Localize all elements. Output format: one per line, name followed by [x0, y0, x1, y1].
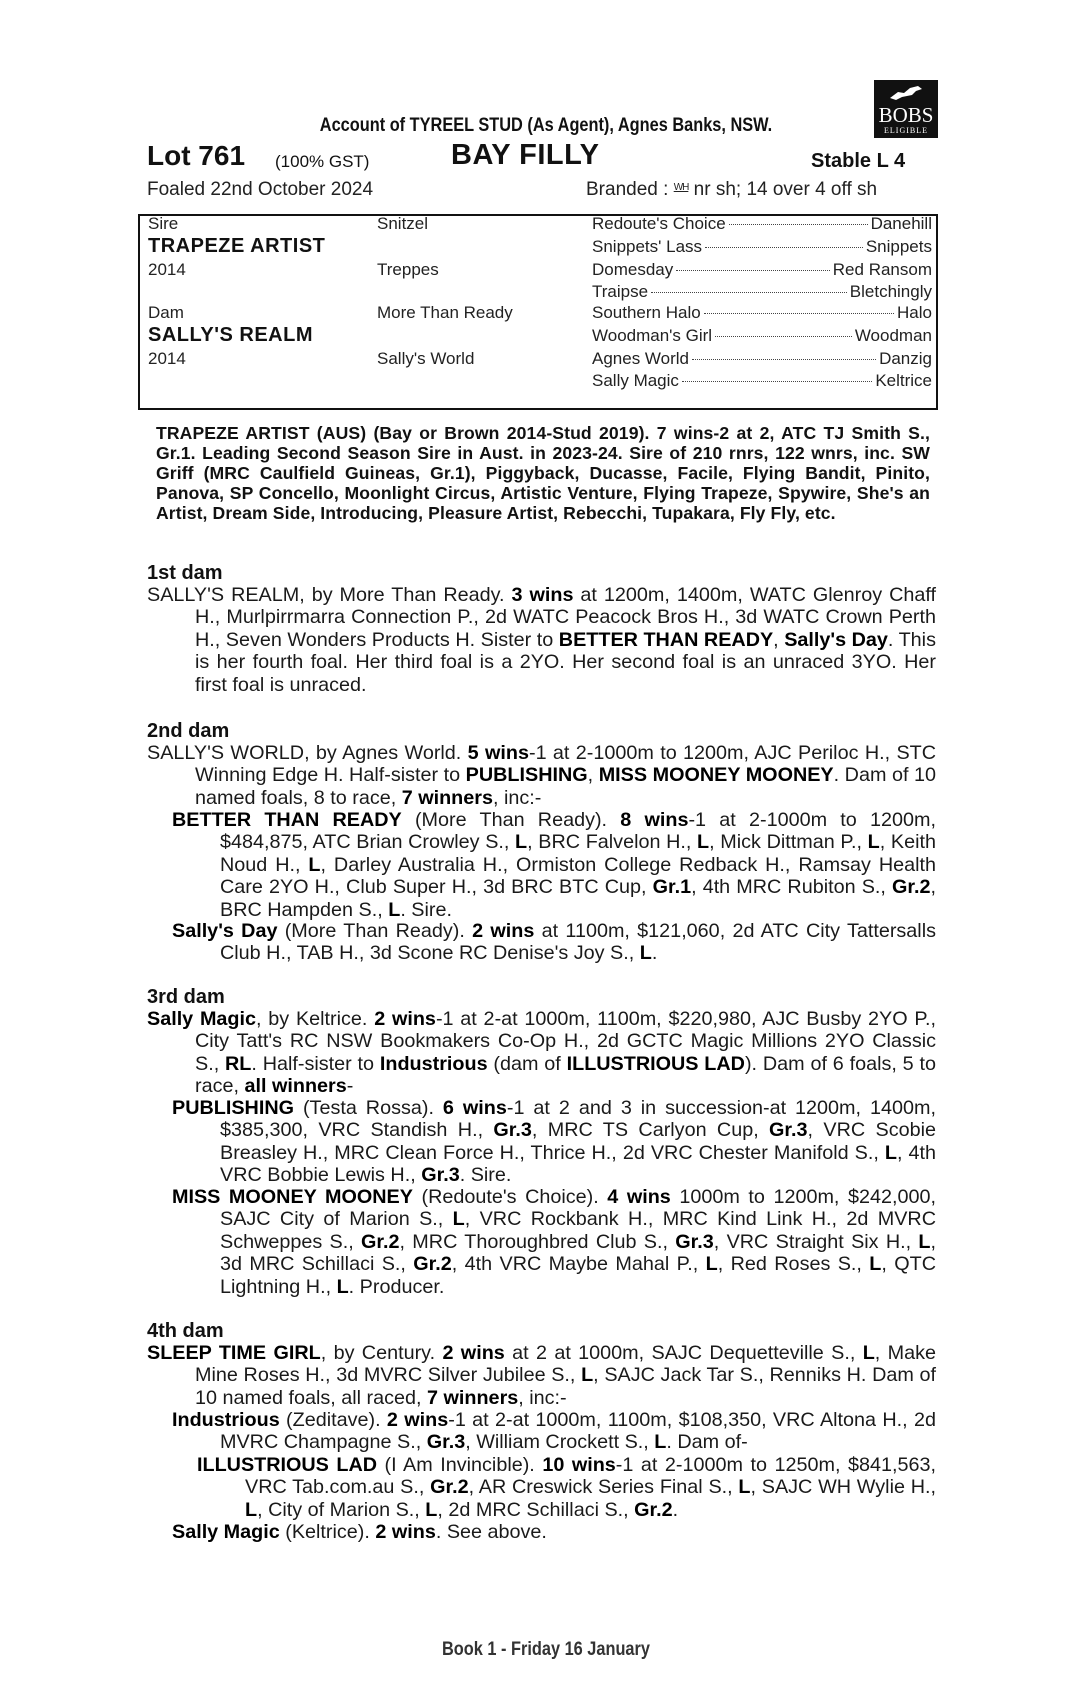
sire-sire: Snitzel: [377, 214, 429, 233]
sire-name: TRAPEZE ARTIST: [148, 235, 326, 257]
pedigree-g3-row: Traipse Bletchingly: [592, 282, 932, 301]
brand-mark: WH: [673, 182, 689, 193]
branded-detail: nr sh; 14 over 4 off sh: [693, 179, 878, 200]
progeny-entry: BETTER THAN READY (More Than Ready). 8 wins-1 at 2-1000m to 1200m, $484,875, ATC Brian Crowley S., L, BRC Falvelon H., L, Mick Dittman P., L, Keith Noud H., L, Darley Australia H., Ormiston College Redback H., Ramsay Health Care 2YO H., Club Super H., 3d BRC BTC Cup, Gr.1, 4th MRC Rubiton S., Gr.2, BRC Hampden S., L. Sire.: [172, 809, 936, 921]
dam-dam: Sally's World: [377, 349, 475, 368]
pedigree-g3-row: Domesday Red Ransom: [592, 260, 932, 279]
fourth-dam-heading: 4th dam: [147, 1320, 224, 1342]
lot-number: Lot 761: [147, 140, 246, 171]
first-dam-paragraph: SALLY'S REALM, by More Than Ready. 3 wins at 1200m, 1400m, WATC Glenroy Chaff H., Murlpirrmarra Connection P., 2d WATC Peacock Bros H., 3d WATC Crown Perth H., Seven Wonders Products H. Sister to BETTER THAN READY, Sally's Day. This is her fourth foal. Her third foal is a 2YO. Her second foal is an unraced 3YO. Her first foal is unraced.: [147, 584, 936, 696]
logo-subtext: ELIGIBLE: [884, 126, 928, 135]
pedigree-g3-row: Woodman's Girl Woodman: [592, 326, 932, 345]
second-dam-paragraph: SALLY'S WORLD, by Agnes World. 5 wins-1 at 2-1000m to 1200m, AJC Periloc H., STC Winning Edge H. Half-sister to PUBLISHING, MISS MOONEY MOONEY. Dam of 10 named foals, 8 to race, 7 winners, inc:-: [147, 742, 937, 809]
pedigree-g3-row: Agnes World Danzig: [592, 349, 932, 368]
pedigree-g3-row: Redoute's Choice Danehill: [592, 214, 932, 233]
horse-description: BAY FILLY: [451, 139, 600, 171]
branded-info: [586, 179, 877, 201]
progeny-entry: PUBLISHING (Testa Rossa). 6 wins-1 at 2 and 3 in succession-at 1200m, 1400m, $385,300, VRC Standish H., Gr.3, MRC TS Carlyon Cup, Gr.3, VRC Scobie Breasley H., MRC Clean Force H., Thrice H., 2d VRC Chester Manifold S., L, 4th VRC Bobbie Lewis H., Gr.3. Sire.: [172, 1097, 936, 1187]
dam-name: SALLY'S REALM: [148, 324, 313, 346]
sire-dam: Treppes: [377, 260, 439, 279]
progeny-entry: MISS MOONEY MOONEY (Redoute's Choice). 4 wins 1000m to 1200m, $242,000, SAJC City of Marion S., L, VRC Rockbank H., MRC Kind Link H., 2d MVRC Schweppes S., Gr.2, MRC Thoroughbred Club S., Gr.3, VRC Straight Six H., L, 3d MRC Schillaci S., Gr.2, 4th VRC Maybe Mahal P., L, Red Roses S., L, QTC Lightning H., L. Producer.: [172, 1186, 937, 1298]
sire-year: 2014: [148, 260, 186, 279]
pedigree-g3-row: Southern Halo Halo: [592, 303, 932, 322]
progeny-entry: Sally's Day (More Than Ready). 2 wins at 1100m, $121,060, 2d ATC City Tattersalls Club H., TAB H., 3d Scone RC Denise's Joy S., L.: [172, 920, 936, 965]
page-footer: Book 1 - Friday 16 January: [442, 1639, 650, 1660]
sire-summary: TRAPEZE ARTIST (AUS) (Bay or Brown 2014-Stud 2019). 7 wins-2 at 2, ATC TJ Smith S., Gr.1. Leading Second Season Sire in Aust. in 2023-24. Sire of 210 rnrs, 122 wnrs, inc. SW Griff (MRC Caulfield Guineas, Gr.1), Piggyback, Ducasse, Facile, Flying Bandit, Pinito, Panova, SP Concello, Moonlight Circus, Artistic Venture, Flying Trapeze, Spywire, She's an Artist, Dream Side, Introducing, Pleasure Artist, Rebecchi, Tupakara, Fly Fly, etc.: [156, 423, 930, 523]
vendor-account: Account of TYREEL STUD (As Agent), Agnes Banks, NSW.: [319, 115, 773, 136]
third-dam-heading: 3rd dam: [147, 986, 225, 1008]
branded-label: Branded :: [586, 179, 669, 200]
sire-label: Sire: [148, 214, 179, 233]
third-dam-paragraph: Sally Magic, by Keltrice. 2 wins-1 at 2-at 1000m, 1100m, $220,980, AJC Busby 2YO P., City Tatt's RC NSW Bookmakers Co-Op H., 2d GCTC Magic Millions 2YO Classic S., RL. Half-sister to Industrious (dam of ILLUSTRIOUS LAD). Dam of 6 foals, 5 to race, all winners-: [147, 1008, 937, 1098]
dam-label: Dam: [148, 303, 184, 322]
gst-note: (100% GST): [275, 152, 370, 171]
progeny-entry: ILLUSTRIOUS LAD (I Am Invincible). 10 wins-1 at 2-1000m to 1250m, $841,563, VRC Tab.com.au S., Gr.2, AR Creswick Series Final S., L, SAJC WH Wylie H., L, City of Marion S., L, 2d MRC Schillaci S., Gr.2.: [197, 1454, 936, 1521]
fourth-dam-paragraph: SLEEP TIME GIRL, by Century. 2 wins at 2 at 1000m, SAJC Dequetteville S., L, Make Mine Roses H., 3d MVRC Silver Jubilee S., L, SAJC Jack Tar S., Renniks H. Dam of 10 named foals, all raced, 7 winners, inc:-: [147, 1342, 936, 1409]
foaled-date: Foaled 22nd October 2024: [147, 179, 374, 200]
dam-sire: More Than Ready: [377, 303, 513, 322]
first-dam-heading: 1st dam: [147, 562, 223, 584]
progeny-entry: Industrious (Zeditave). 2 wins-1 at 2-at 1000m, 1100m, $108,350, VRC Altona H., 2d MVRC Champagne S., Gr.3, William Crockett S., L. Dam of-: [172, 1409, 936, 1454]
progeny-entry: Sally Magic (Keltrice). 2 wins. See above.: [172, 1521, 547, 1543]
second-dam-heading: 2nd dam: [147, 720, 230, 742]
horse-icon: [888, 84, 924, 102]
logo-text: BOBS: [878, 103, 934, 127]
stable-location: Stable L 4: [811, 150, 906, 172]
dam-year: 2014: [148, 349, 186, 368]
pedigree-g3-row: Sally Magic Keltrice: [592, 371, 932, 390]
pedigree-table: [138, 214, 938, 410]
pedigree-g3-row: Snippets' Lass Snippets: [592, 237, 932, 256]
